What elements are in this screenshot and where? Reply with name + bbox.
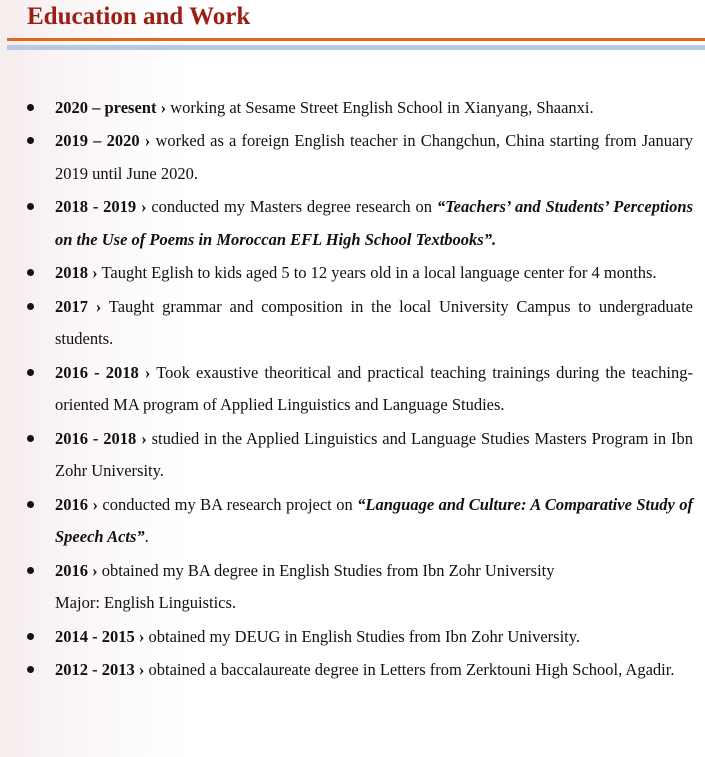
- entry-text: Taught grammar and composition in the local University Campus to undergraduate students.: [55, 296, 693, 349]
- list-item: [0, 654, 693, 687]
- bullet-icon: [27, 435, 34, 442]
- bullet-icon: [27, 269, 34, 276]
- list-item: [0, 555, 693, 620]
- education-work-list: [0, 92, 705, 687]
- list-item: [0, 621, 693, 654]
- entry-years: 2018: [55, 263, 88, 283]
- list-item: [0, 423, 693, 488]
- entry-text: obtained my DEUG in English Studies from Ibn Zohr University.: [148, 626, 581, 646]
- entry-text: conducted my BA research project on: [102, 494, 353, 514]
- bullet-icon: [27, 666, 34, 673]
- entry-years: 2016 - 2018: [55, 362, 139, 382]
- separator: ›: [144, 362, 151, 382]
- entry-years: 2017: [55, 296, 88, 316]
- bullet-icon: [27, 567, 34, 574]
- list-item: [0, 257, 693, 290]
- entry-text: conducted my Masters degree research on: [151, 197, 432, 217]
- list-item: [0, 291, 693, 356]
- list-item: [0, 357, 693, 422]
- bullet-icon: [27, 303, 34, 310]
- entry-years: 2014 - 2015: [55, 626, 135, 646]
- bullet-icon: [27, 633, 34, 640]
- entry-text: studied in the Applied Linguistics and Language Studies Masters Program in Ibn Zohr University.: [55, 428, 694, 481]
- separator: ›: [92, 560, 98, 580]
- list-item: [0, 92, 693, 125]
- thesis-title: “Teachers’ and Students’ Perceptions on the Use of Poems in Moroccan EFL High School Textbooks”.: [55, 197, 694, 249]
- list-item: [0, 125, 693, 190]
- entry-text: worked as a foreign English teacher in Changchun, China starting from January 2019 until June 2020.: [55, 131, 694, 183]
- separator: ›: [92, 263, 98, 283]
- list-item: [0, 489, 693, 554]
- separator: ›: [95, 296, 102, 316]
- separator: ›: [138, 659, 145, 679]
- section-title: Education and Work: [27, 3, 251, 30]
- entry-years: 2019 – 2020: [55, 131, 140, 151]
- entry-text: obtained my BA degree in English Studies from Ibn Zohr University: [101, 560, 555, 580]
- list-item: [0, 191, 693, 256]
- separator: ›: [138, 626, 145, 646]
- bullet-icon: [27, 104, 34, 111]
- entry-years: 2016: [55, 560, 88, 580]
- project-title: “Language and Culture: A Comparative Study of Speech Acts”: [55, 494, 694, 547]
- entry-years: 2012 - 2013: [55, 659, 135, 679]
- bullet-icon: [27, 501, 34, 508]
- title-underline-orange: [7, 38, 705, 41]
- entry-years: 2020 – present: [55, 98, 157, 117]
- bullet-icon: [27, 137, 34, 144]
- separator: ›: [141, 428, 147, 448]
- entry-tail: .: [144, 527, 149, 547]
- entry-years: 2016 - 2018: [55, 428, 137, 448]
- title-underline-blue: [7, 45, 705, 50]
- entry-years: 2016: [55, 494, 88, 514]
- separator: ›: [160, 98, 167, 117]
- entry-text: Took exaustive theoritical and practical teaching trainings during the teaching-oriented MA program of Applied Linguistics and Language Studies.: [55, 362, 693, 415]
- entry-text: working at Sesame Street English School in Xianyang, Shaanxi.: [170, 98, 594, 117]
- entry-text: Taught Eglish to kids aged 5 to 12 years old in a local language center for 4 months.: [101, 263, 657, 283]
- bullet-icon: [27, 203, 34, 210]
- bullet-icon: [27, 369, 34, 376]
- separator: ›: [92, 494, 98, 514]
- entry-text: obtained a baccalaureate degree in Letters from Zerktouni High School, Agadir.: [148, 659, 675, 679]
- entry-years: 2018 - 2019: [55, 197, 137, 217]
- separator: ›: [144, 131, 151, 151]
- separator: ›: [140, 197, 147, 217]
- entry-major: Major: English Linguistics.: [55, 593, 237, 613]
